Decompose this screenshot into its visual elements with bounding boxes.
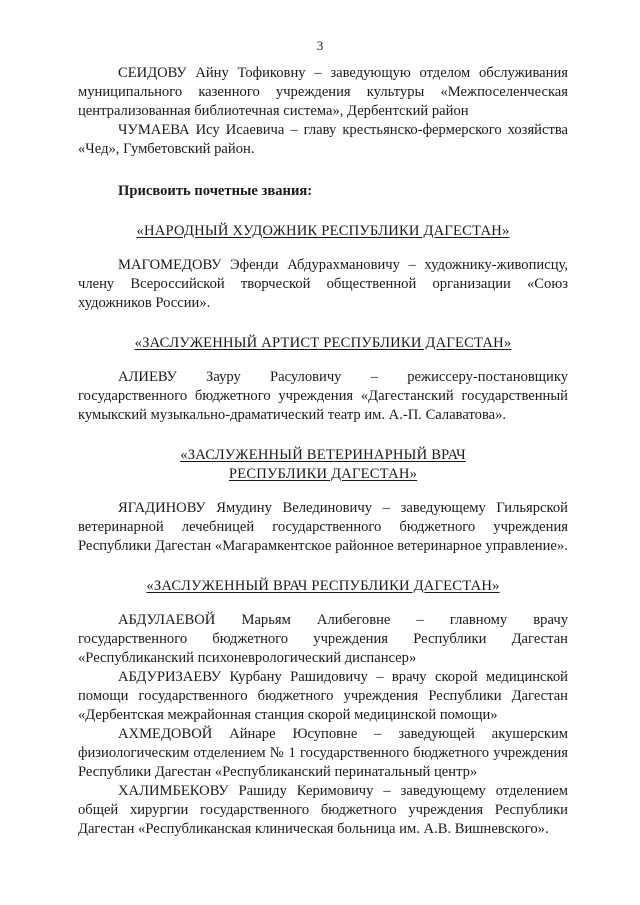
- intro-paragraph: ЧУМАЕВА Ису Исаевича – главу крестьянско-фермерского хозяйства «Чед», Гумбетовский район.: [78, 122, 568, 157]
- award-title-line: РЕСПУБЛИКИ ДАГЕСТАН»: [228, 466, 418, 482]
- award-section: [78, 446, 568, 556]
- nominee-paragraph: АБДУЛАЕВОЙ Марьям Алибеговне – главному врачу государственного бюджетного учреждения Республики Дагестан «Республиканский психоневрологический диспансер»: [78, 612, 568, 666]
- award-heading: Присвоить почетные звания:: [118, 183, 313, 199]
- award-title-line: «ЗАСЛУЖЕННЫЙ АРТИСТ РЕСПУБЛИКИ ДАГЕСТАН»: [134, 335, 512, 351]
- nominee-paragraph: МАГОМЕДОВУ Эфенди Абдурахмановичу – художнику-живописцу, члену Всероссийской творческой общественной организации «Союз художников России».: [78, 257, 568, 311]
- award-section: [78, 334, 568, 425]
- award-title: [78, 446, 568, 484]
- award-title: [78, 222, 568, 241]
- award-title: [78, 334, 568, 353]
- nominee-paragraph: ХАЛИМБЕКОВУ Рашиду Керимовичу – заведующему отделением общей хирургии государственного бюджетного учреждения Республики Дагестан «Республиканская клиническая больница им. А.В. Вишневского».: [78, 783, 568, 837]
- nominee-paragraph: АБДУРИЗАЕВУ Курбану Рашидовичу – врачу скорой медицинской помощи государственного бюджетного учреждения Республики Дагестан «Дербентская межрайонная станция скорой медицинской помощи»: [78, 669, 568, 723]
- award-section: [78, 577, 568, 839]
- page-number: 3: [316, 38, 324, 53]
- award-section: [78, 222, 568, 313]
- intro-paragraph: СЕИДОВУ Айну Тофиковну – заведующую отделом обслуживания муниципального казенного учреждения культуры «Межпоселенческая централизованная библиотечная система», Дербентский район: [78, 65, 568, 119]
- nominee-paragraph: ЯГАДИНОВУ Ямудину Велединовичу – заведующему Гильярской ветеринарной лечебницей государственного бюджетного учреждения Республики Дагестан «Магарамкентское районное ветеринарное управление».: [78, 500, 568, 554]
- award-title: [78, 577, 568, 596]
- award-title-line: «НАРОДНЫЙ ХУДОЖНИК РЕСПУБЛИКИ ДАГЕСТАН»: [136, 223, 510, 239]
- nominee-paragraph: АЛИЕВУ Зауру Расуловичу – режиссеру-постановщику государственного бюджетного учреждения «Дагестанский государственный кумыкский музыкально-драматический театр им. А.-П. Салаватова».: [78, 369, 568, 423]
- award-title-line: «ЗАСЛУЖЕННЫЙ ВЕТЕРИНАРНЫЙ ВРАЧ: [180, 447, 466, 463]
- award-title-line: «ЗАСЛУЖЕННЫЙ ВРАЧ РЕСПУБЛИКИ ДАГЕСТАН»: [146, 578, 500, 594]
- document-body: [78, 64, 568, 839]
- nominee-paragraph: АХМЕДОВОЙ Айнаре Юсуповне – заведующей акушерским физиологическим отделением № 1 государственного бюджетного учреждения Республики Дагестан «Республиканский перинатальный центр»: [78, 726, 568, 780]
